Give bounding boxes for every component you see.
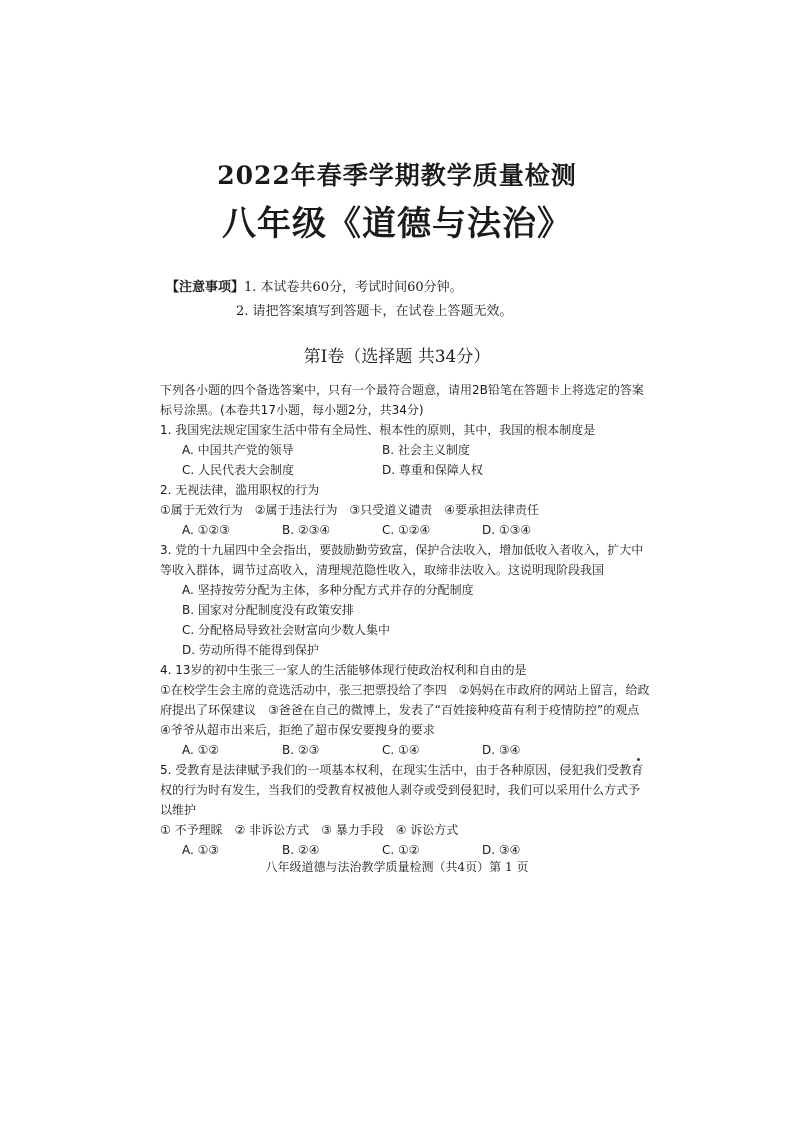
question-4 bbox=[160, 660, 650, 760]
option-c: C. ①②④ bbox=[382, 523, 431, 537]
question-stem: 5. 受教育是法律赋予我们的一项基本权利，在现实生活中，由于各种原因，侵犯我们受教育权的行为时有发生，当我们的受教育权被他人剥夺或受到侵犯时，我们可以采用什么方式予以维护 bbox=[160, 763, 644, 817]
notes-row-1 bbox=[166, 276, 513, 300]
question-stem: 4. 13岁的初中生张三一家人的生活能够体现行使政治权利和自由的是 bbox=[160, 663, 527, 677]
question-1 bbox=[160, 420, 650, 480]
question-3 bbox=[160, 540, 650, 660]
question-statements: ① 不予理睬 ② 非诉讼方式 ③ 暴力手段 ④ 诉讼方式 bbox=[160, 823, 459, 837]
notes-item-1: 1. 本试卷共60分，考试时间60分钟。 bbox=[244, 280, 463, 295]
section-title: 第Ⅰ卷（选择题 共34分） bbox=[303, 347, 491, 367]
options bbox=[160, 520, 650, 540]
option-d: D. 尊重和保障人权 bbox=[382, 463, 483, 477]
option-b: B. 国家对分配制度没有政策安排 bbox=[182, 603, 354, 617]
notes-tag: 【注意事项】 bbox=[166, 280, 245, 295]
notes-item-2: 2. 请把答案填写到答题卡，在试卷上答题无效。 bbox=[236, 304, 513, 319]
exam-title: 2022年春季学期教学质量检测 bbox=[217, 161, 577, 190]
question-statements: ①属于无效行为 ②属于违法行为 ③只受道义谴责 ④要承担法律责任 bbox=[160, 503, 540, 517]
question-stem: 2. 无视法律，滥用职权的行为 bbox=[160, 483, 320, 497]
option-c: C. 分配格局导致社会财富向少数人集中 bbox=[182, 623, 391, 637]
questions-area bbox=[160, 380, 650, 860]
subject-title: 八年级《道德与法治》 bbox=[222, 204, 572, 244]
options bbox=[160, 840, 650, 860]
option-d: D. ①③④ bbox=[482, 523, 532, 537]
options bbox=[160, 440, 650, 480]
notes-block bbox=[166, 276, 513, 324]
page-footer: 八年级道德与法治教学质量检测（共4页）第 1 页 bbox=[265, 860, 529, 874]
option-c: C. 人民代表大会制度 bbox=[182, 463, 295, 477]
question-stem: 1. 我国宪法规定国家生活中带有全局性、根本性的原则，其中，我国的根本制度是 bbox=[160, 423, 596, 437]
option-b: B. ②③④ bbox=[282, 523, 331, 537]
question-statements: ①在校学生会主席的竞选活动中，张三把票投给了李四 ②妈妈在市政府的网站上留言，给政府提出了环保建议 ③爸爸在自己的微博上，发表了“百姓接种疫苗有利于疫情防控”的观点 ④爷爷从超市出来后，拒绝了超市保安要搜身的要求 bbox=[160, 683, 652, 737]
option-b: B. 社会主义制度 bbox=[382, 443, 470, 457]
option-b: B. ②④ bbox=[282, 843, 320, 857]
option-d: D. ③④ bbox=[482, 743, 521, 757]
option-a: A. ①② bbox=[182, 743, 220, 757]
option-c: C. ①② bbox=[382, 843, 420, 857]
option-b: B. ②③ bbox=[282, 743, 320, 757]
instructions: 下列各小题的四个备选答案中，只有一个最符合题意，请用2B铅笔在答题卡上将选定的答案标号涂黑。(本卷共17小题，每小题2分，共34分) bbox=[160, 383, 644, 417]
options bbox=[160, 740, 650, 760]
question-stem: 3. 党的十九届四中全会指出，要鼓励勤劳致富，保护合法收入，增加低收入者收入，扩大中等收入群体，调节过高收入，清理规范隐性收入，取缔非法收入。这说明现阶段我国 bbox=[160, 543, 644, 577]
question-2 bbox=[160, 480, 650, 540]
scan-speck bbox=[637, 758, 640, 761]
option-d: D. 劳动所得不能得到保护 bbox=[182, 643, 319, 657]
option-a: A. 坚持按劳分配为主体，多种分配方式并存的分配制度 bbox=[182, 583, 474, 597]
question-5 bbox=[160, 760, 650, 860]
option-d: D. ③④ bbox=[482, 843, 521, 857]
option-c: C. ①④ bbox=[382, 743, 420, 757]
option-a: A. 中国共产党的领导 bbox=[182, 443, 294, 457]
option-a: A. ①②③ bbox=[182, 523, 230, 537]
options bbox=[160, 580, 650, 660]
option-a: A. ①③ bbox=[182, 843, 220, 857]
